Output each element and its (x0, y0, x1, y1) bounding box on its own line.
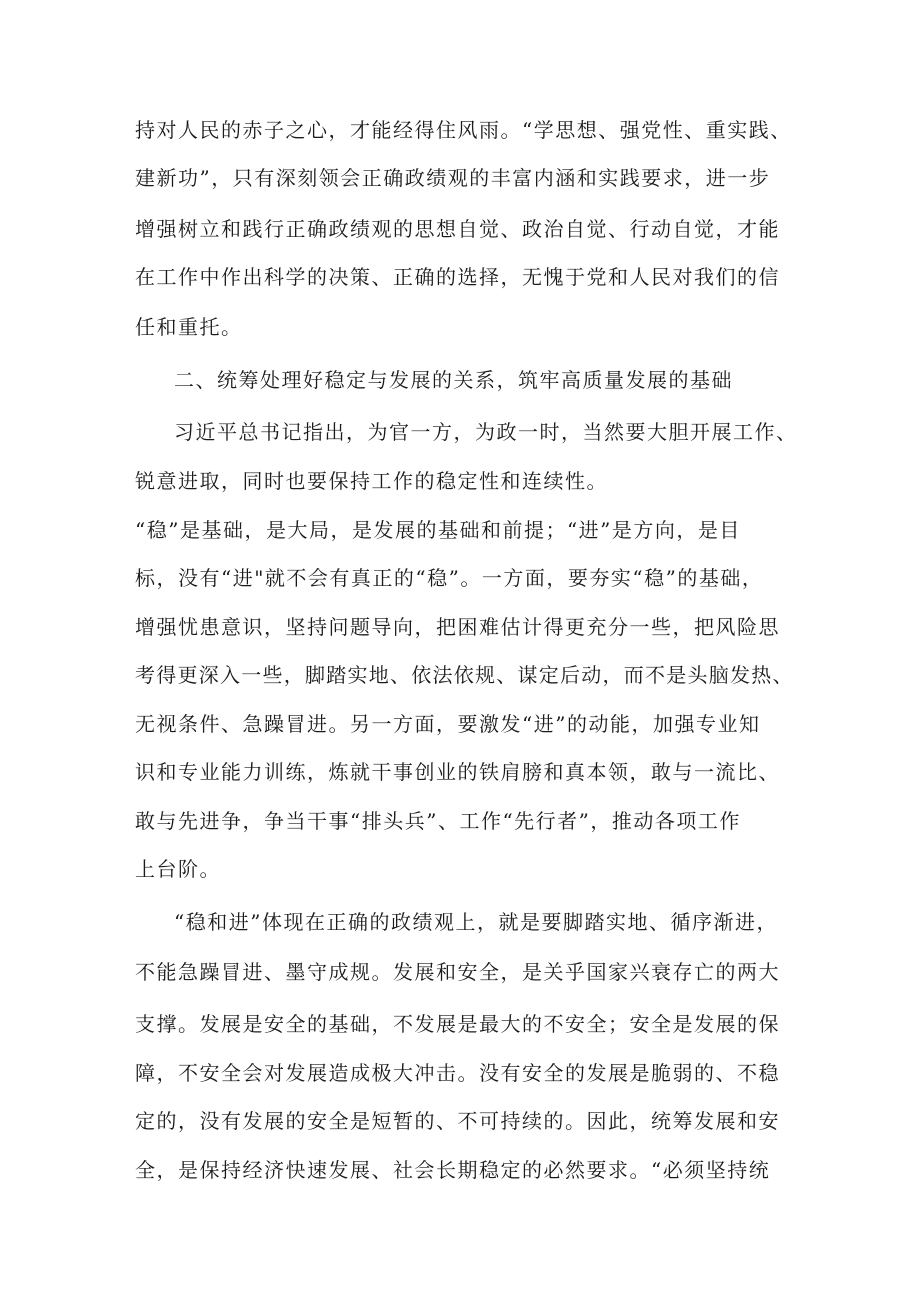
paragraph-line: 习近平总书记指出，为官一方，为政一时，当然要大胆开展工作、 (174, 420, 798, 444)
paragraph-line: 增强树立和践行正确政绩观的思想自觉、政治自觉、行动自觉，才能 (135, 217, 780, 241)
paragraph-line: “稳和进”体现在正确的政绩观上，就是要脚踏实地、循序渐进， (174, 910, 778, 934)
paragraph-line: 锐意进取，同时也要保持工作的稳定性和连续性。 (135, 469, 608, 493)
paragraph-line: 任和重托。 (135, 315, 243, 339)
paragraph-line: 标，没有“进"就不会有真正的“稳”。一方面，要夯实“稳”的基础， (135, 566, 764, 590)
paragraph-line: 不能急躁冒进、墨守成规。发展和安全，是关乎国家兴衰存亡的两大 (135, 960, 780, 984)
paragraph-line: 上台阶。 (135, 857, 221, 881)
paragraph-line: 敢与先进争，争当干事“排头兵”、工作“先行者”，推动各项工作 (135, 809, 741, 833)
paragraph-line: 无视条件、急躁冒进。另一方面，要激发“进”的动能，加强专业知 (135, 712, 761, 736)
paragraph-line: 考得更深入一些，脚踏实地、依法依规、谋定后动，而不是头脑发热、 (135, 663, 794, 687)
section-heading: 二、统筹处理好稳定与发展的关系，筑牢高质量发展的基础 (174, 368, 733, 392)
paragraph-line: “稳”是基础，是大局，是发展的基础和前提；“进”是方向，是目 (135, 518, 741, 542)
paragraph-line: 增强忧患意识，坚持问题导向，把困难估计得更充分一些，把风险思 (135, 615, 780, 639)
paragraph-line: 支撑。发展是安全的基础，不发展是最大的不安全；安全是发展的保 (135, 1012, 780, 1036)
paragraph-line: 在工作中作出科学的决策、正确的选择，无愧于党和人民对我们的信 (135, 265, 780, 289)
paragraph-line: 障，不安全会对发展造成极大冲击。没有安全的发展是脆弱的、不稳 (135, 1061, 780, 1085)
paragraph-line: 持对人民的赤子之心，才能经得住风雨。“学思想、强党性、重实践、 (135, 118, 792, 142)
paragraph-line: 建新功”，只有深刻领会正确政绩观的丰富内涵和实践要求，进一步 (135, 166, 771, 190)
paragraph-line: 定的，没有发展的安全是短暂的、不可持续的。因此，统筹发展和安 (135, 1109, 780, 1133)
paragraph-line: 识和专业能力训练，炼就干事创业的铁肩膀和真本领，敢与一流比、 (135, 760, 780, 784)
paragraph-line: 全，是保持经济快速发展、社会长期稳定的必然要求。“必须坚持统 (135, 1158, 771, 1182)
